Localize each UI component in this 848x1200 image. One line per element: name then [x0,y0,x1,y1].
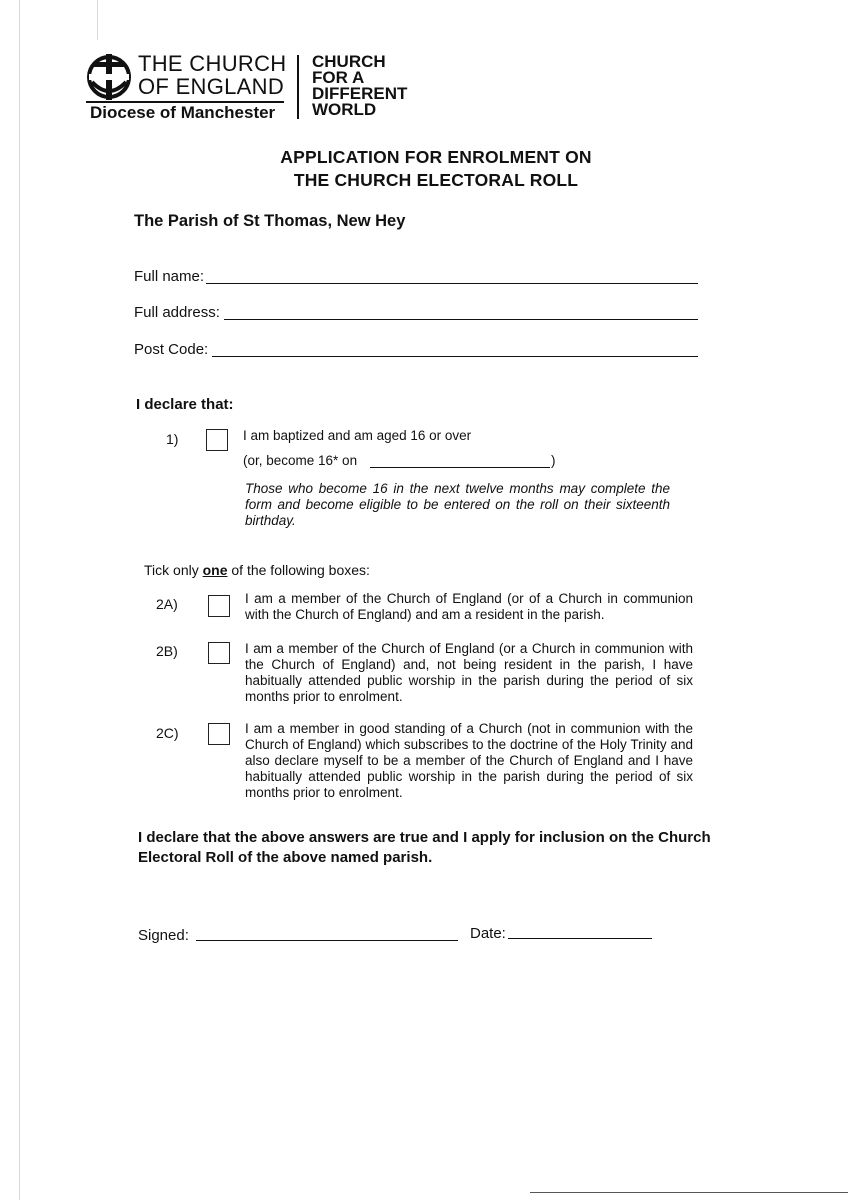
option-2a-number: 2A) [156,596,178,612]
option-2b-number: 2B) [156,643,178,659]
option-2b-checkbox[interactable] [208,642,230,664]
final-declaration: I declare that the above answers are true and I apply for inclusion on the Church Electoral Roll of the above named parish. [138,829,711,866]
full-name-field[interactable] [206,283,698,284]
option-2c-number: 2C) [156,725,179,741]
diocese-name: Diocese of Manchester [90,103,276,122]
tick-instruction-suffix: of the following boxes: [231,562,370,578]
post-code-label: Post Code: [134,341,209,358]
tick-instruction [144,562,370,578]
tick-instruction-prefix: Tick only [144,562,199,578]
declare-heading: I declare that: [136,396,234,413]
become-16-prefix: (or, become 16* on [243,453,358,468]
signed-label: Signed: [138,927,189,944]
become-16-date-field[interactable] [370,467,550,468]
tagline-line-1: CHURCH [312,52,386,71]
parish-name: The Parish of St Thomas, New Hey [134,212,406,230]
form-title-line-1: APPLICATION FOR ENROLMENT ON [280,147,592,167]
declaration-1-text: I am baptized and am aged 16 or over [243,428,472,443]
logo-line-1: THE CHURCH [138,51,287,76]
church-logo-icon [86,52,132,102]
tagline-line-3: DIFFERENT [312,84,408,103]
become-16-suffix: ) [551,453,556,468]
tagline-line-4: WORLD [312,100,377,119]
form-title-line-2: THE CHURCH ELECTORAL ROLL [293,170,579,190]
option-2a-text: I am a member of the Church of England (or of a Church in communion with the Church of England) and am a resident in the parish. [245,591,693,622]
age-note: Those who become 16 in the next twelve months may complete the form and become eligible to be entered on the roll on their sixteenth birthday. [245,481,670,528]
option-2b-text: I am a member of the Church of England (or a Church in communion with the Church of England) and, not being resident in the parish, I have habitually attended public worship in the parish during the period of six months prior to enrolment. [245,641,693,704]
tick-instruction-emphasis: one [202,562,228,578]
date-field[interactable] [508,938,652,939]
date-label: Date: [470,925,506,942]
post-code-field[interactable] [212,356,698,357]
full-address-label: Full address: [134,304,220,321]
logo-divider [297,55,299,119]
declaration-1-number: 1) [166,431,179,447]
option-2c-text: I am a member in good standing of a Church (not in communion with the Church of England) which subscribes to the doctrine of the Holy Trinity and also declare myself to be a member of the Church of England and I have habitually attended public worship in the parish during the period of six months prior to enrolment. [245,721,693,800]
option-2c-checkbox[interactable] [208,723,230,745]
scan-top-mark [97,0,98,40]
declaration-1-checkbox[interactable] [206,429,228,451]
signature-field[interactable] [196,940,458,941]
tagline-line-2: FOR A [312,68,365,87]
scan-bottom-edge [530,1192,848,1193]
full-address-field[interactable] [224,319,698,320]
full-name-label: Full name: [134,268,205,285]
logo-line-2: OF ENGLAND [138,74,285,99]
option-2a-checkbox[interactable] [208,595,230,617]
